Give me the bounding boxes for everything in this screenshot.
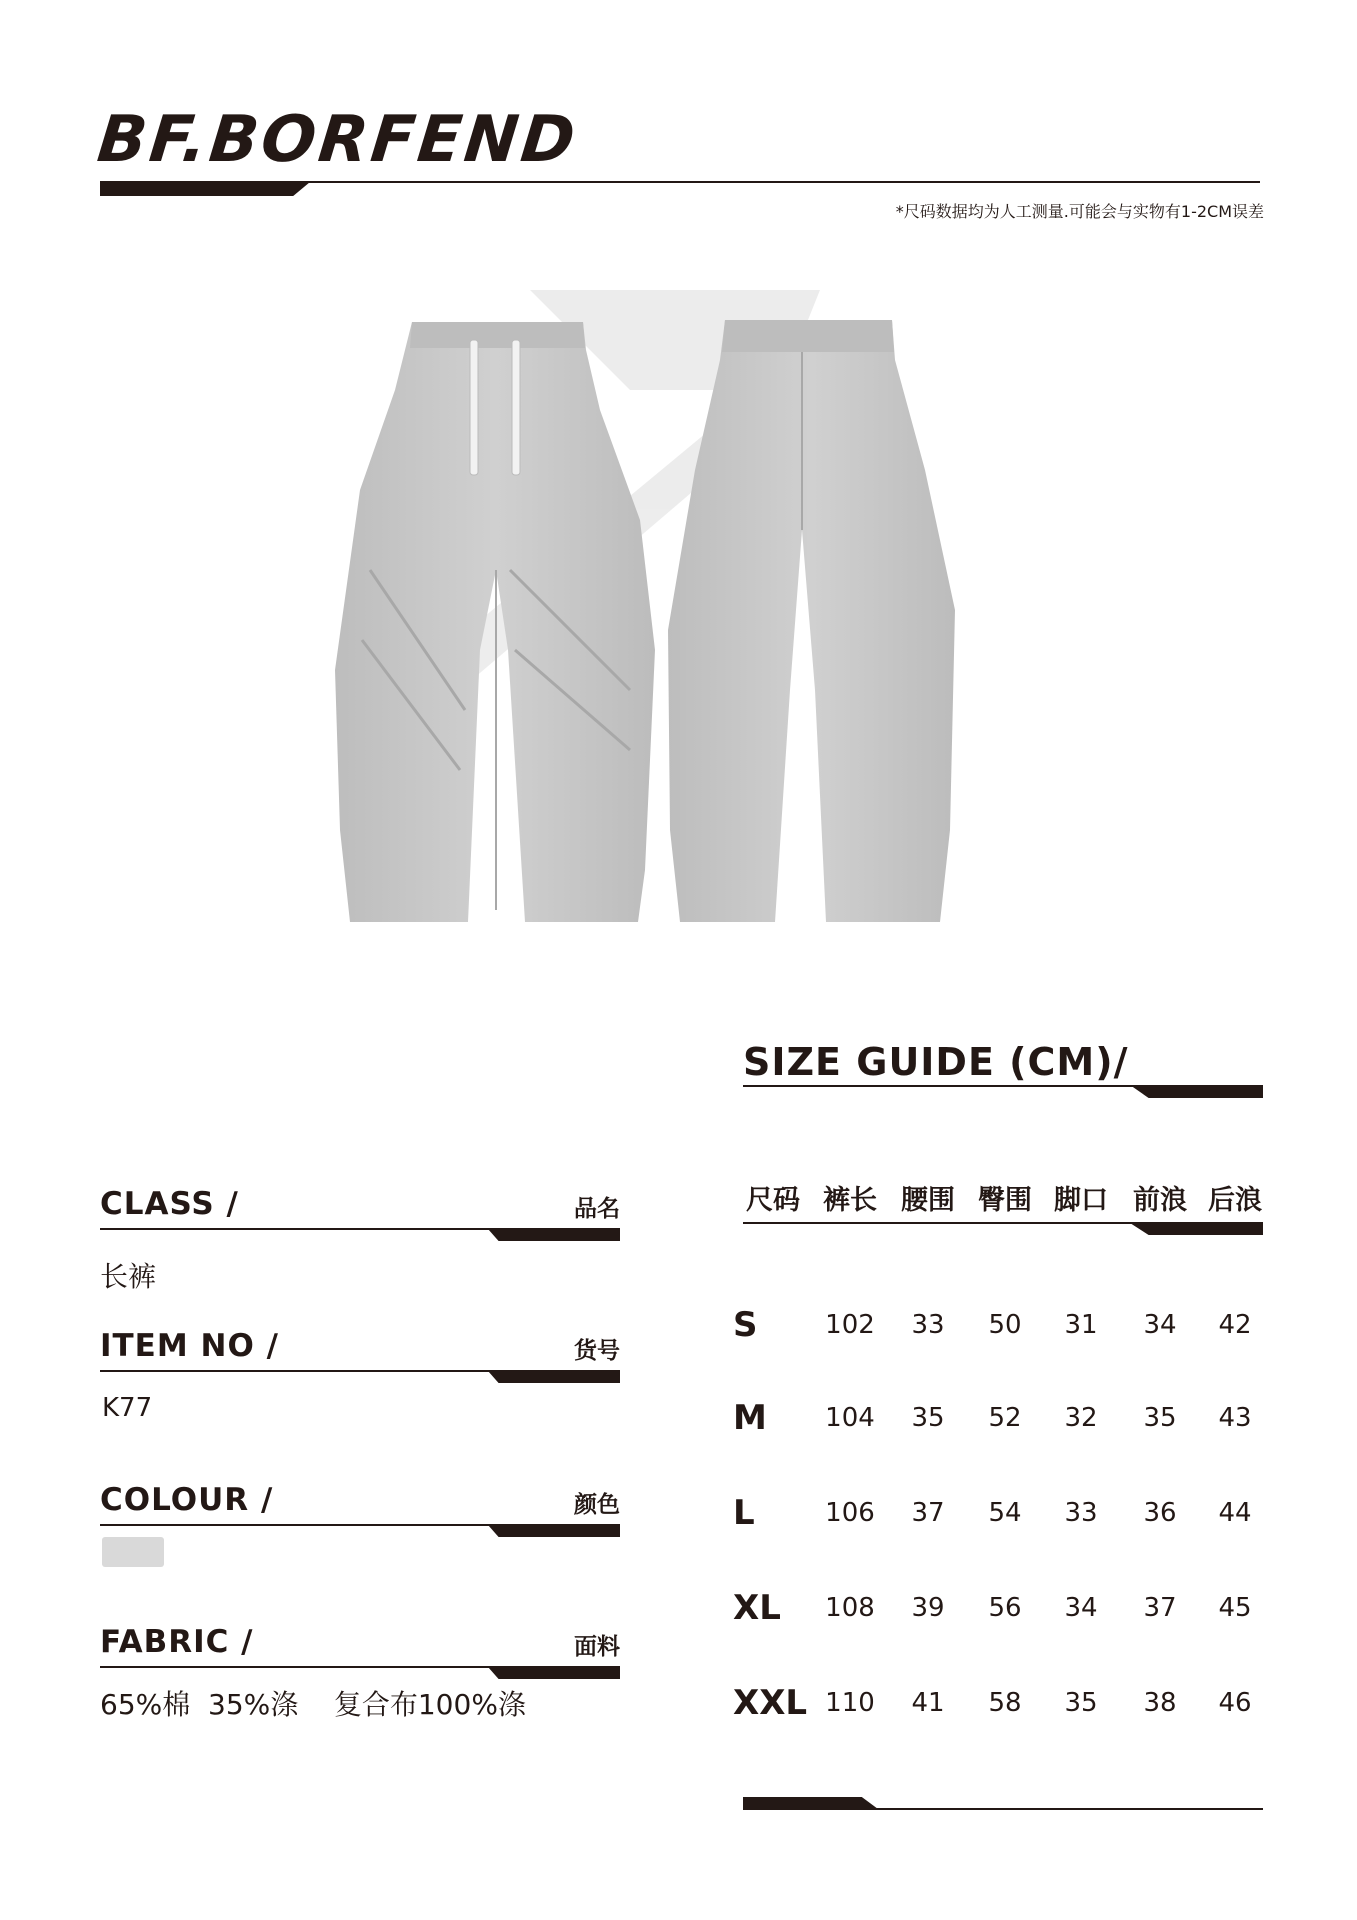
size-table-header: 前浪 [1133,1185,1187,1216]
fabric-accent-bar [488,1667,620,1679]
size-table-cell: 39 [911,1593,945,1623]
size-table-cell: 110 [825,1688,875,1718]
size-table-cell: 50 [988,1310,1022,1340]
class-title: CLASS / [100,1186,239,1222]
size-table-header: 后浪 [1208,1185,1262,1216]
size-table-cell: 106 [825,1498,875,1528]
size-label: XL [733,1588,781,1628]
colour-title: COLOUR / [100,1482,274,1518]
back-pants [668,320,955,922]
fabric-value: 65%棉 35%涤 复合布100%涤 [100,1688,526,1721]
colour-cn-label: 颜色 [574,1492,620,1518]
item-no-value: K77 [102,1393,153,1423]
size-table-cell: 35 [1064,1688,1098,1718]
size-table-cell: 104 [825,1403,875,1433]
class-accent-bar [488,1229,620,1241]
measurement-note: *尺码数据均为人工测量.可能会与实物有1-2CM误差 [895,202,1264,221]
size-label: S [733,1305,758,1345]
size-label: L [733,1493,755,1533]
size-table-cell: 38 [1143,1688,1177,1718]
size-table-cell: 108 [825,1593,875,1623]
size-table-cell: 102 [825,1310,875,1340]
size-table-cell: 56 [988,1593,1022,1623]
header-accent-bar [100,182,310,196]
size-table-cell: 45 [1218,1593,1252,1623]
front-pants [335,322,655,922]
size-table-cell: 41 [911,1688,945,1718]
size-table-cell: 36 [1143,1498,1177,1528]
size-table-cell: 34 [1064,1593,1098,1623]
size-guide-accent-bar [1130,1085,1263,1098]
size-table-cell: 37 [1143,1593,1177,1623]
size-label: M [733,1398,767,1438]
size-table-cell: 35 [911,1403,945,1433]
size-table-header: 腰围 [901,1185,955,1216]
size-table-cell: 35 [1143,1403,1177,1433]
product-image [300,270,1080,970]
item-no-title: ITEM NO / [100,1328,279,1364]
size-table-cell: 31 [1064,1310,1098,1340]
size-table-cell: 44 [1218,1498,1252,1528]
size-table-cell: 42 [1218,1310,1252,1340]
size-label: XXL [733,1683,808,1723]
size-table-cell: 43 [1218,1403,1252,1433]
header-row-accent-bar [1130,1223,1263,1235]
fabric-cn-label: 面料 [574,1634,620,1660]
size-table-cell: 33 [1064,1498,1098,1528]
colour-accent-bar [488,1525,620,1537]
size-table-header: 裤长 [823,1185,877,1216]
size-table-header: 脚口 [1054,1185,1108,1216]
size-table-bottom-bar [743,1797,878,1809]
item-no-accent-bar [488,1371,620,1383]
size-guide-title: SIZE GUIDE (CM)/ [743,1040,1129,1084]
class-cn-label: 品名 [574,1196,620,1222]
size-table-cell: 33 [911,1310,945,1340]
size-table-cell: 34 [1143,1310,1177,1340]
size-table-cell: 46 [1218,1688,1252,1718]
colour-swatch [102,1537,164,1567]
size-table-cell: 32 [1064,1403,1098,1433]
fabric-title: FABRIC / [100,1624,254,1660]
size-table-cell: 37 [911,1498,945,1528]
size-table-cell: 52 [988,1403,1022,1433]
size-table-cell: 58 [988,1688,1022,1718]
size-table-header: 臀围 [978,1185,1032,1216]
brand-logo: BF.BORFEND [94,103,582,177]
size-table-header: 尺码 [746,1185,800,1216]
item-no-cn-label: 货号 [574,1338,620,1364]
class-value: 长裤 [100,1260,157,1293]
size-table-cell: 54 [988,1498,1022,1528]
